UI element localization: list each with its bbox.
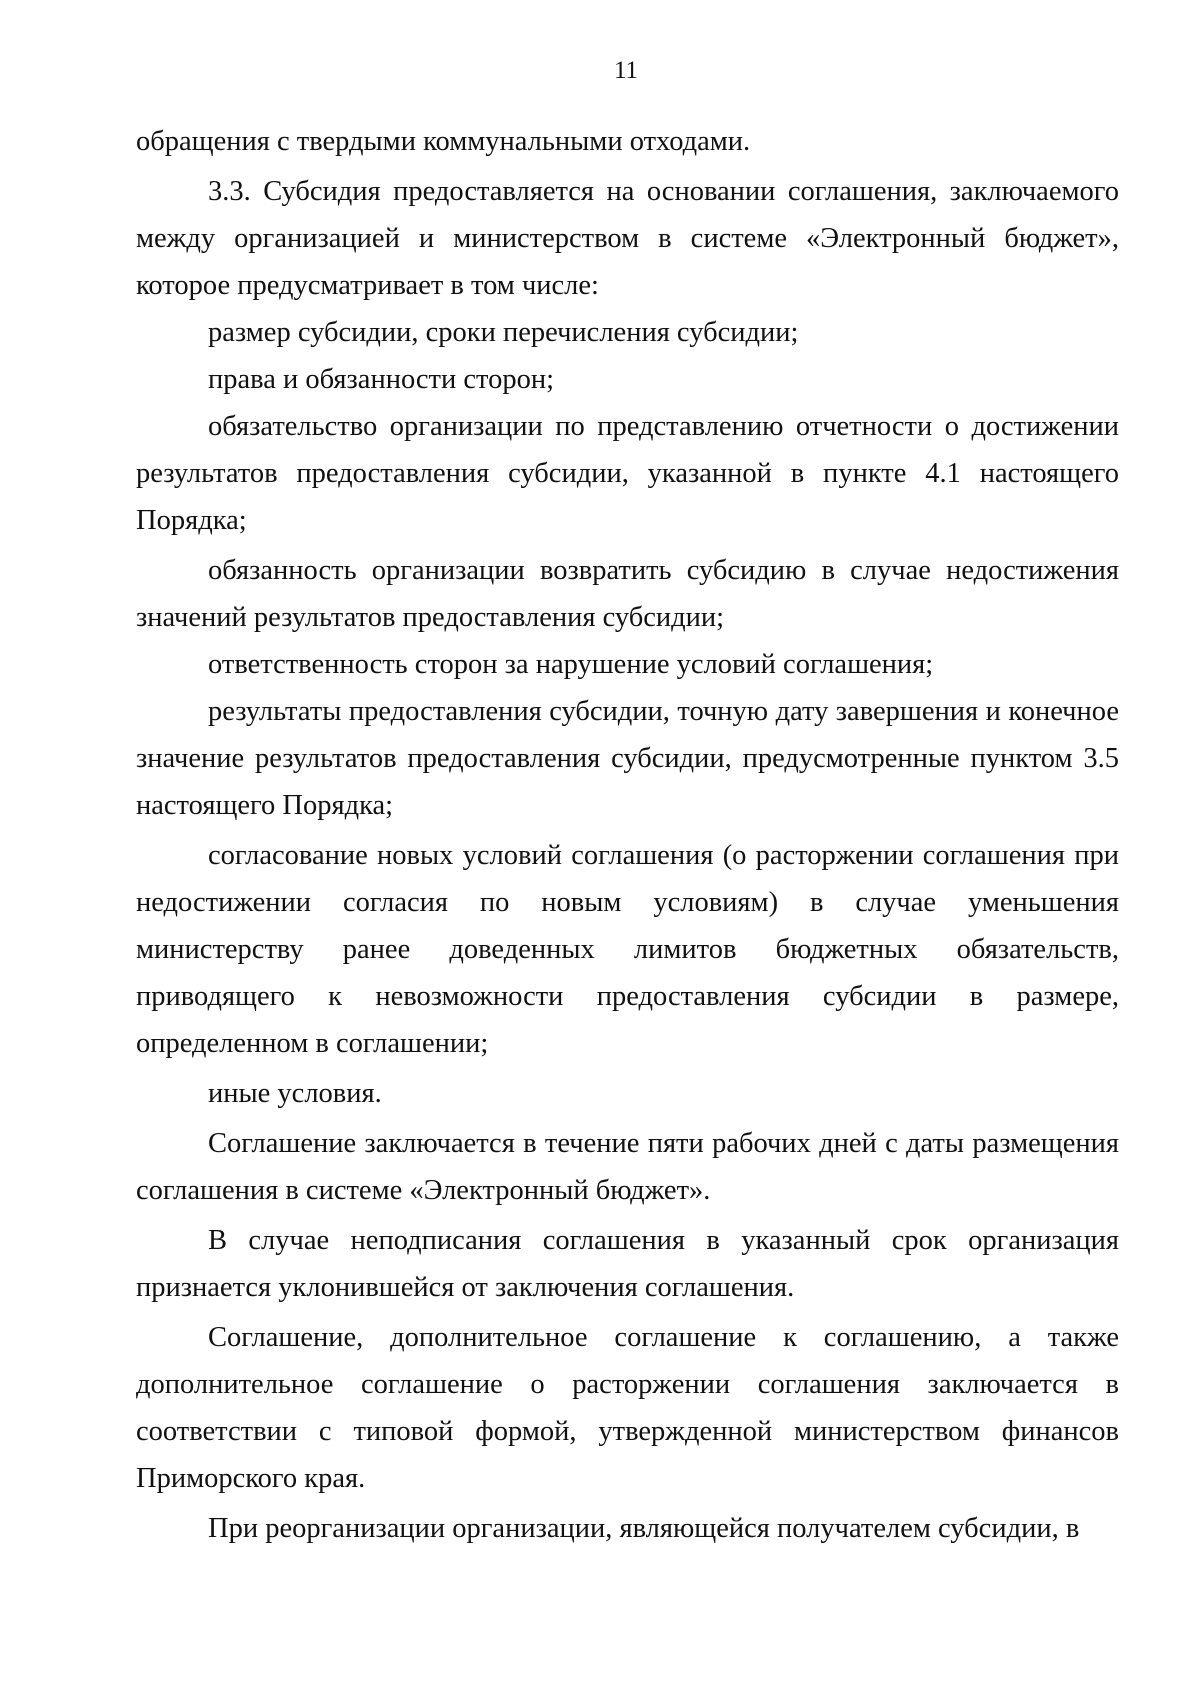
paragraph-standard-form: Соглашение, дополнительное соглашение к соглашению, а также дополнительное соглашение о расторжении соглашения заключается в соответствии с типовой формой, утвержденной министерством финансов Приморского края. — [136, 1322, 1119, 1494]
paragraph-agreement-term: Соглашение заключается в течение пяти рабочих дней с даты размещения соглашения в системе «Электронный бюджет». — [136, 1128, 1119, 1206]
paragraph-reporting-obligation: обязательство организации по представлению отчетности о достижении результатов предоставления субсидии, указанной в пункте 4.1 настоящего Порядка; — [136, 411, 1119, 536]
paragraph-subsidy-size: размер субсидии, сроки перечисления субсидии; — [208, 317, 799, 348]
paragraph-new-conditions: согласование новых условий соглашения (о расторжении соглашения при недостижении согласия по новым условиям) в случае уменьшения министерству ранее доведенных лимитов бюджетных обязательств, приводящего к невозможности предоставления субсидии в размере, определенном в соглашении; — [136, 840, 1119, 1059]
paragraph-other-conditions: иные условия. — [208, 1078, 382, 1109]
paragraph-results: результаты предоставления субсидии, точную дату завершения и конечное значение результатов предоставления субсидии, предусмотренные пунктом 3.5 настоящего Порядка; — [136, 696, 1119, 821]
paragraph-reorganization: При реорганизации организации, являющейся получателем субсидии, в — [208, 1513, 1080, 1544]
page-number: 11 — [613, 57, 639, 84]
paragraph-return-obligation: обязанность организации возвратить субсидию в случае недостижения значений результатов предоставления субсидии; — [136, 555, 1119, 633]
paragraph-responsibility: ответственность сторон за нарушение условий соглашения; — [208, 649, 934, 680]
document-body — [136, 118, 1119, 1552]
paragraph-continuation: обращения с твердыми коммунальными отходами. — [136, 126, 751, 157]
paragraph-non-signing: В случае неподписания соглашения в указанный срок организация признается уклонившейся от заключения соглашения. — [136, 1225, 1119, 1303]
paragraph-rights-obligations: права и обязанности сторон; — [208, 364, 555, 395]
paragraph-clause-3-3: 3.3. Субсидия предоставляется на основании соглашения, заключаемого между организацией и министерством в системе «Электронный бюджет», которое предусматривает в том числе: — [136, 176, 1119, 301]
